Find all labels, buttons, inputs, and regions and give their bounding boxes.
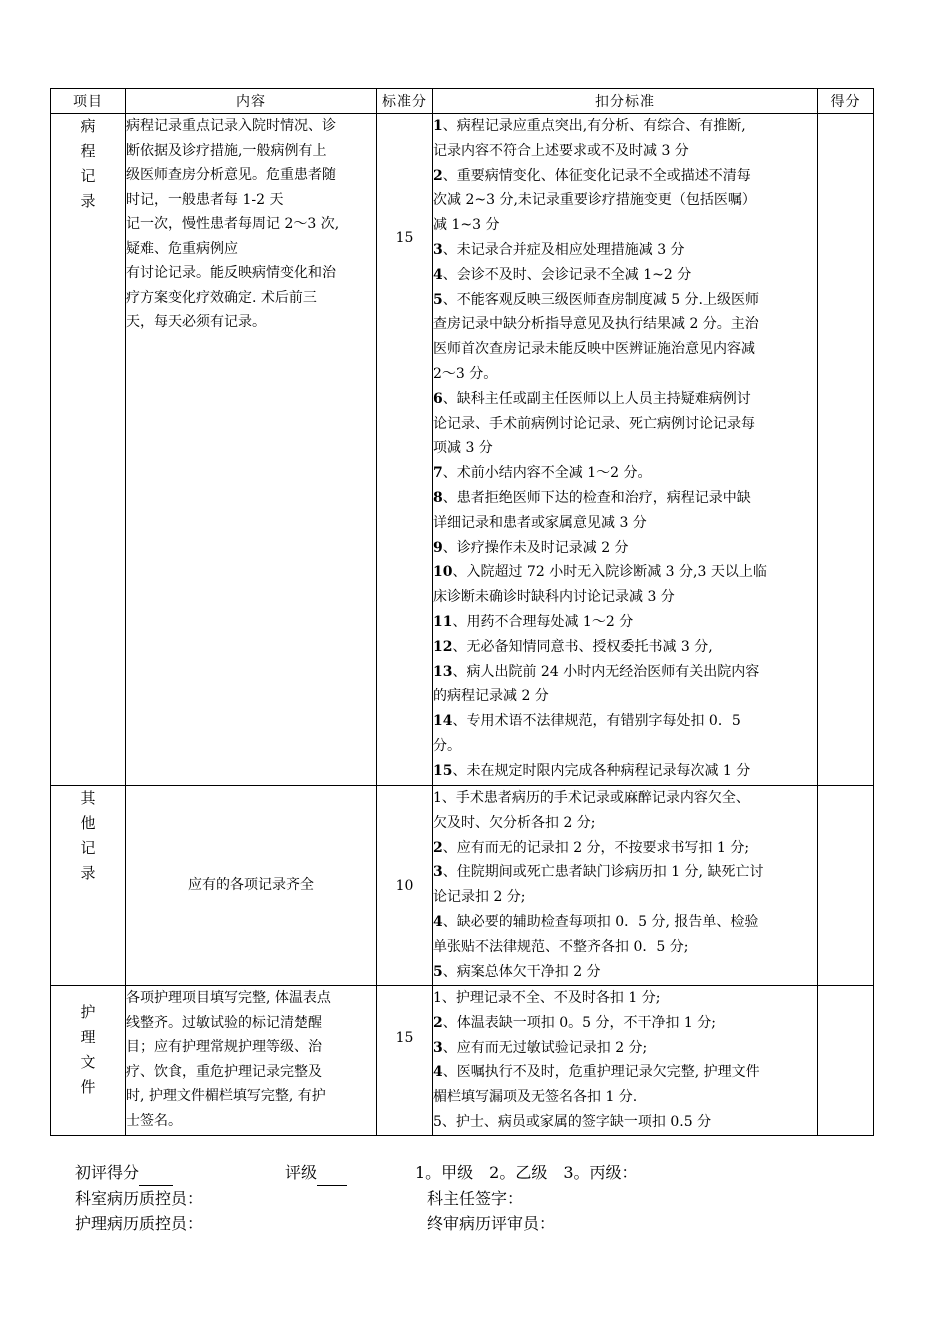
criteria-number: 1 bbox=[433, 118, 443, 134]
header-score: 得分 bbox=[818, 89, 874, 114]
std-score: 15 bbox=[395, 1030, 414, 1046]
initial-score-text: 初评得分 bbox=[75, 1163, 140, 1182]
content-line: 士签名。 bbox=[126, 1112, 182, 1129]
criteria-line bbox=[433, 660, 817, 685]
content-line: 断依据及诊疗措施,一般病例有上 bbox=[126, 142, 327, 159]
criteria-line bbox=[433, 486, 817, 511]
criteria-number: 13 bbox=[433, 663, 453, 680]
content-line: 病程记录重点记录入院时情况、诊 bbox=[126, 118, 336, 134]
criteria-number: 3 bbox=[433, 1039, 443, 1056]
criteria-line bbox=[433, 1036, 817, 1061]
criteria-text: 床诊断未确诊时缺科内讨论记录减 3 分 bbox=[433, 589, 675, 606]
std-score: 15 bbox=[395, 230, 414, 246]
criteria-line bbox=[433, 910, 817, 935]
criteria-text: 、未在规定时限内完成各种病程记录每次减 1 分 bbox=[452, 762, 751, 779]
criteria-number: 10 bbox=[433, 564, 453, 581]
rating-label bbox=[285, 1161, 347, 1185]
criteria-text: 、缺必要的辅助检查每项扣 0．5 分, 报告单、检验 bbox=[442, 913, 759, 930]
table-row bbox=[51, 114, 874, 786]
criteria-text: 、应有而无的记录扣 2 分，不按要求书写扣 1 分; bbox=[442, 839, 750, 856]
criteria-line bbox=[433, 885, 817, 910]
criteria-line bbox=[433, 1011, 817, 1036]
criteria-number: 9 bbox=[433, 539, 443, 556]
initial-score-blank[interactable] bbox=[139, 1161, 173, 1186]
criteria-text: 记录内容不符合上述要求或不及时减 3 分 bbox=[433, 142, 689, 159]
criteria-line bbox=[433, 412, 817, 437]
criteria-text: 、患者拒绝医师下达的检查和治疗，病程记录中缺 bbox=[442, 489, 751, 506]
criteria-text: 、诊疗操作未及时记录减 2 分 bbox=[442, 539, 629, 556]
criteria-text: 2～3 分。 bbox=[433, 365, 498, 382]
criteria-number: 4 bbox=[433, 913, 443, 930]
criteria-number: 4 bbox=[433, 1064, 443, 1081]
content-line: 疑难、危重病例应 bbox=[126, 240, 238, 257]
criteria-text: 、重要病情变化、体征变化记录不全或描述不清每 bbox=[442, 167, 751, 184]
row-criteria-cell bbox=[433, 986, 818, 1136]
criteria-text: 、入院超过 72 小时无入院诊断减 3 分,3 天以上临 bbox=[452, 564, 767, 581]
criteria-line bbox=[433, 461, 817, 486]
criteria-line bbox=[433, 387, 817, 412]
content-line: 有讨论记录。能反映病情变化和治 bbox=[126, 265, 336, 281]
criteria-text: 、病案总体欠干净扣 2 分 bbox=[442, 963, 601, 980]
criteria-text: 分。 bbox=[433, 737, 461, 754]
row-item-cell bbox=[51, 114, 126, 786]
criteria-line bbox=[433, 684, 817, 709]
row-std-cell bbox=[377, 986, 433, 1136]
criteria-text: 次减 2~3 分,未记录重要诊疗措施变更（包括医嘱） bbox=[433, 192, 756, 209]
criteria-text: 项减 3 分 bbox=[433, 440, 493, 457]
content-line: 级医师查房分析意见。危重患者随 bbox=[126, 167, 336, 183]
criteria-text: 减 1~3 分 bbox=[433, 217, 500, 234]
criteria-number: 14 bbox=[433, 713, 453, 730]
criteria-line bbox=[433, 312, 817, 337]
criteria-number: 4 bbox=[433, 266, 443, 283]
row-item-label: 护理文件 bbox=[80, 1003, 96, 1096]
criteria-text: 、应有而无过敏试验记录扣 2 分; bbox=[442, 1039, 648, 1056]
row-content-cell bbox=[126, 986, 377, 1136]
row-score-cell[interactable] bbox=[818, 114, 874, 786]
criteria-line bbox=[433, 610, 817, 635]
criteria-line bbox=[433, 114, 817, 139]
criteria-line bbox=[433, 635, 817, 660]
criteria-line bbox=[433, 585, 817, 610]
criteria-text: 论记录扣 2 分; bbox=[433, 889, 526, 906]
criteria-line bbox=[433, 139, 817, 164]
criteria-number: 8 bbox=[433, 489, 443, 506]
content-line: 时记，一般患者每 1-2 天 bbox=[126, 191, 284, 208]
table-row bbox=[51, 986, 874, 1136]
grading-table bbox=[50, 88, 874, 1136]
criteria-text: 、住院期间或死亡患者缺门诊病历扣 1 分, 缺死亡讨 bbox=[442, 864, 764, 881]
criteria-text: 、会诊不及时、会诊记录不全减 1~2 分 bbox=[442, 266, 692, 283]
criteria-line bbox=[433, 759, 817, 784]
criteria-text: 、专用术语不法律规范，有错别字每处扣 0．5 bbox=[452, 713, 741, 730]
row-criteria-cell bbox=[433, 114, 818, 786]
criteria-number: 5 bbox=[433, 291, 443, 308]
rating-blank[interactable] bbox=[317, 1161, 347, 1186]
content-line: 时, 护理文件楣栏填写完整, 有护 bbox=[126, 1088, 326, 1104]
std-score: 10 bbox=[395, 877, 414, 894]
table-header-row bbox=[51, 89, 874, 114]
criteria-text: 的病程记录减 2 分 bbox=[433, 688, 549, 705]
criteria-line bbox=[433, 860, 817, 885]
criteria-text: 、不能客观反映三级医师查房制度减 5 分.上级医师 bbox=[442, 291, 760, 308]
content-line: 记一次，慢性患者每周记 2～3 次, bbox=[126, 216, 340, 232]
header-criteria: 扣分标准 bbox=[433, 89, 818, 114]
row-item-label: 其他记录 bbox=[80, 789, 96, 882]
criteria-text: 医师首次查房记录未能反映中医辨证施治意见内容减 bbox=[433, 341, 755, 358]
criteria-text: 单张贴不法律规范、不整齐各扣 0．5 分; bbox=[433, 938, 689, 955]
content-line: 疗、饮食，重危护理记录完整及 bbox=[126, 1063, 322, 1080]
criteria-line bbox=[433, 511, 817, 536]
criteria-text: 、病程记录应重点突出,有分析、有综合、有推断, bbox=[442, 118, 746, 134]
rating-text: 评级 bbox=[285, 1163, 318, 1182]
director-signature-label: 科主任签字： bbox=[427, 1189, 524, 1208]
content-line: 线整齐。过敏试验的标记清楚醒 bbox=[126, 1014, 322, 1031]
criteria-line bbox=[433, 1060, 817, 1085]
criteria-text: 、无必备知情同意书、授权委托书减 3 分, bbox=[452, 638, 713, 655]
content-line: 天，每天必须有记录。 bbox=[126, 314, 266, 330]
criteria-line bbox=[433, 935, 817, 960]
criteria-text: 论记录、手术前病例讨论记录、死亡病例讨论记录每 bbox=[433, 415, 755, 432]
criteria-line bbox=[433, 536, 817, 561]
nursing-qc-label: 护理病历质控员： bbox=[75, 1214, 204, 1233]
row-item-cell bbox=[51, 986, 126, 1136]
row-content-cell bbox=[126, 114, 377, 786]
criteria-line bbox=[433, 188, 817, 213]
row-item-label: 病程记录 bbox=[80, 117, 96, 210]
final-reviewer-label: 终审病历评审员： bbox=[427, 1214, 556, 1233]
content-line: 各项护理项目填写完整, 体温表点 bbox=[126, 990, 331, 1006]
criteria-number: 5 bbox=[433, 963, 443, 980]
content-line: 目；应有护理常规护理等级、治 bbox=[126, 1039, 322, 1055]
header-content: 内容 bbox=[126, 89, 377, 114]
criteria-text: 楣栏填写漏项及无签名各扣 1 分. bbox=[433, 1089, 638, 1106]
criteria-text: 、术前小结内容不全减 1～2 分。 bbox=[442, 465, 652, 482]
criteria-text: 查房记录中缺分析指导意见及执行结果减 2 分。主治 bbox=[433, 316, 759, 333]
criteria-number: 3 bbox=[433, 241, 443, 258]
criteria-text: 1、手术患者病历的手术记录或麻醉记录内容欠全、 bbox=[433, 790, 750, 806]
grade-options: 1。甲级 2。乙级 3。丙级： bbox=[415, 1163, 638, 1182]
criteria-line bbox=[433, 288, 817, 313]
criteria-text: 、病人出院前 24 小时内无经治医师有关出院内容 bbox=[452, 663, 760, 680]
criteria-line bbox=[433, 560, 817, 585]
dept-qc-label: 科室病历质控员： bbox=[75, 1189, 204, 1208]
criteria-number: 3 bbox=[433, 864, 443, 881]
criteria-text: 、未记录合并症及相应处理措施减 3 分 bbox=[442, 241, 685, 258]
row-content-cell bbox=[126, 786, 377, 986]
content-line: 疗方案变化疗效确定. 术后前三 bbox=[126, 289, 317, 306]
criteria-line bbox=[433, 811, 817, 836]
criteria-text: 、缺科主任或副主任医师以上人员主持疑难病例讨 bbox=[442, 390, 751, 407]
criteria-number: 2 bbox=[433, 167, 443, 184]
criteria-line bbox=[433, 238, 817, 263]
criteria-line bbox=[433, 960, 817, 985]
criteria-line bbox=[433, 337, 817, 362]
criteria-line bbox=[433, 709, 817, 734]
criteria-line bbox=[433, 1110, 817, 1135]
criteria-line bbox=[433, 836, 817, 861]
row-criteria-cell bbox=[433, 786, 818, 986]
criteria-line bbox=[433, 436, 817, 461]
row-score-cell[interactable] bbox=[818, 786, 874, 986]
header-std: 标准分 bbox=[377, 89, 433, 114]
criteria-text: 欠及时、欠分析各扣 2 分; bbox=[433, 814, 596, 831]
criteria-text: 1、护理记录不全、不及时各扣 1 分; bbox=[433, 990, 661, 1006]
criteria-text: 、医嘱执行不及时，危重护理记录欠完整, 护理文件 bbox=[442, 1064, 760, 1081]
criteria-number: 2 bbox=[433, 1014, 443, 1031]
criteria-line bbox=[433, 786, 817, 811]
criteria-line bbox=[433, 362, 817, 387]
row-score-cell[interactable] bbox=[818, 986, 874, 1136]
criteria-text: 5、护士、病员或家属的签字缺一项扣 0.5 分 bbox=[433, 1113, 712, 1130]
criteria-line bbox=[433, 986, 817, 1011]
criteria-text: 、用药不合理每处减 1～2 分 bbox=[452, 613, 634, 630]
header-item: 项目 bbox=[51, 89, 126, 114]
criteria-number: 15 bbox=[433, 762, 453, 779]
criteria-line bbox=[433, 213, 817, 238]
row-std-cell bbox=[377, 786, 433, 986]
criteria-line bbox=[433, 263, 817, 288]
criteria-number: 7 bbox=[433, 465, 443, 482]
table-row bbox=[51, 786, 874, 986]
content-text: 应有的各项记录齐全 bbox=[188, 877, 314, 894]
row-item-cell bbox=[51, 786, 126, 986]
criteria-number: 2 bbox=[433, 839, 443, 856]
criteria-text: 详细记录和患者或家属意见减 3 分 bbox=[433, 514, 647, 531]
criteria-line bbox=[433, 1085, 817, 1110]
criteria-text: 、体温表缺一项扣 0。5 分，不干净扣 1 分; bbox=[442, 1014, 716, 1031]
criteria-line bbox=[433, 164, 817, 189]
row-std-cell bbox=[377, 114, 433, 786]
criteria-number: 12 bbox=[433, 638, 453, 655]
criteria-number: 6 bbox=[433, 390, 443, 407]
criteria-line bbox=[433, 734, 817, 759]
criteria-number: 11 bbox=[433, 613, 453, 630]
initial-score-label bbox=[75, 1161, 173, 1185]
